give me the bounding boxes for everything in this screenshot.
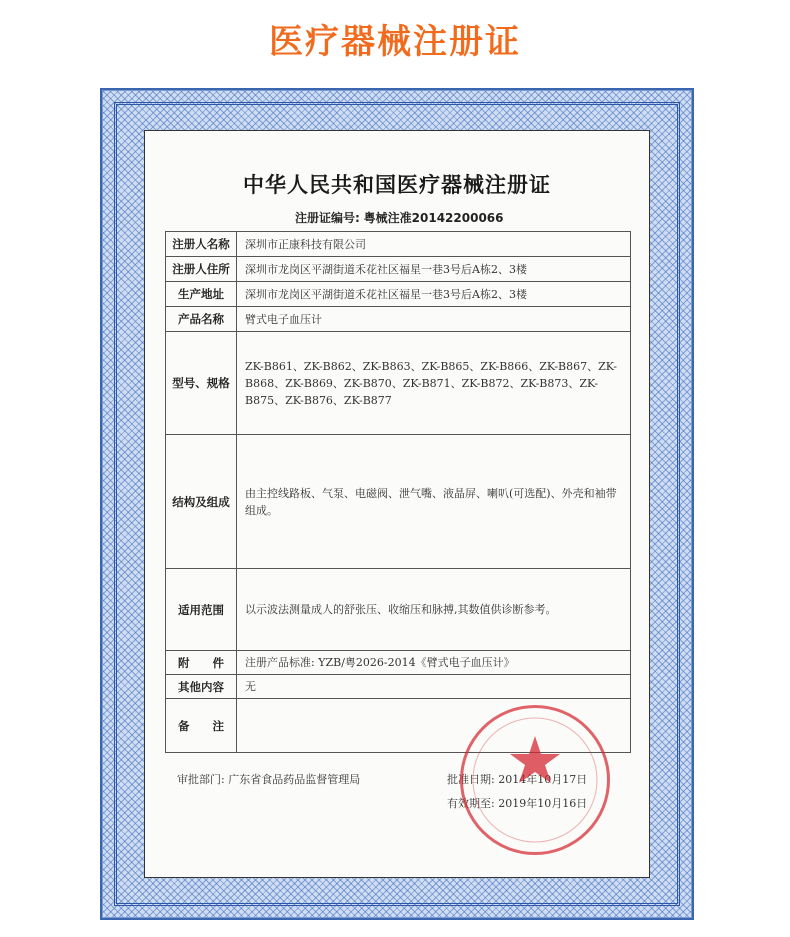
row-value: 无	[237, 675, 631, 699]
row-label: 生产地址	[166, 282, 237, 307]
table-row	[166, 232, 631, 257]
table-row	[166, 307, 631, 332]
row-value: 臂式电子血压计	[237, 307, 631, 332]
row-label: 注册人住所	[166, 257, 237, 282]
official-seal	[460, 705, 610, 855]
certificate-title: 中华人民共和国医疗器械注册证	[243, 173, 551, 197]
row-value: 以示波法测量成人的舒张压、收缩压和脉搏,其数值供诊断参考。	[237, 569, 631, 651]
row-value: ZK-B861、ZK-B862、ZK-B863、ZK-B865、ZK-B866、ZK-B867、ZK-B868、ZK-B869、ZK-B870、ZK-B871、ZK-B872、ZK-B873、ZK-B875、ZK-B876、ZK-B877	[237, 332, 631, 435]
row-label: 其他内容	[166, 675, 237, 699]
table-row	[166, 282, 631, 307]
row-value: 由主控线路板、气泵、电磁阀、泄气嘴、液晶屏、喇叭(可选配)、外壳和袖带组成。	[237, 435, 631, 569]
table-row	[166, 435, 631, 569]
registration-number: 粤械注准20142200066	[363, 211, 504, 225]
row-label: 备 注	[166, 699, 237, 753]
row-value: 深圳市龙岗区平湖街道禾花社区福星一巷3号后A栋2、3楼	[237, 282, 631, 307]
row-label: 附 件	[166, 651, 237, 675]
registration-number-label: 注册证编号:	[295, 211, 360, 225]
row-value: 注册产品标准: YZB/粤2026-2014《臂式电子血压计》	[237, 651, 631, 675]
registration-number-line	[295, 209, 504, 226]
row-label: 产品名称	[166, 307, 237, 332]
approver: 广东省食品药品监督管理局	[228, 773, 361, 786]
row-label: 结构及组成	[166, 435, 237, 569]
banner-title: 医疗器械注册证	[269, 22, 521, 62]
row-label: 型号、规格	[166, 332, 237, 435]
table-row	[166, 332, 631, 435]
row-label: 适用范围	[166, 569, 237, 651]
table-row	[166, 257, 631, 282]
approver-label: 审批部门:	[177, 773, 225, 786]
table-row	[166, 675, 631, 699]
approval-date: 2014年10月17日	[498, 773, 588, 786]
table-row	[166, 569, 631, 651]
row-value: 深圳市龙岗区平湖街道禾花社区福星一巷3号后A栋2、3楼	[237, 257, 631, 282]
table-row	[166, 651, 631, 675]
valid-until-label: 有效期至:	[447, 797, 495, 810]
row-label: 注册人名称	[166, 232, 237, 257]
approver-line	[177, 771, 360, 787]
approval-date-label: 批准日期:	[447, 773, 495, 786]
row-value: 深圳市正康科技有限公司	[237, 232, 631, 257]
valid-until: 2019年10月16日	[498, 797, 588, 810]
certificate-table	[165, 231, 631, 753]
